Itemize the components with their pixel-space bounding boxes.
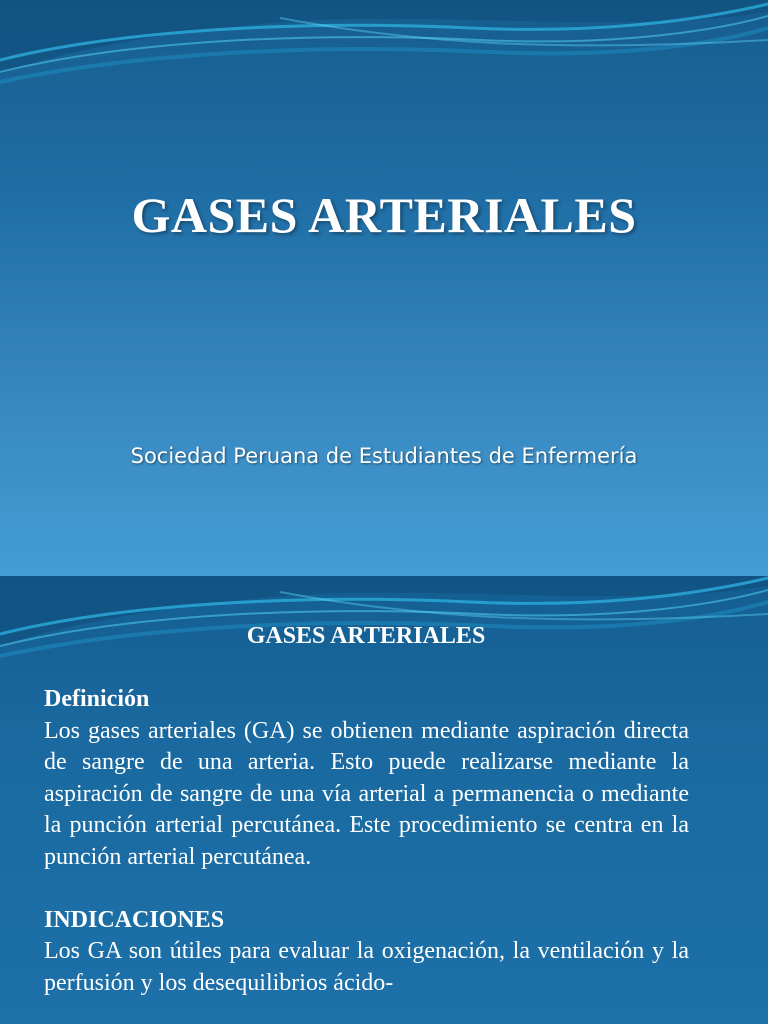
content-slide [0,576,768,1024]
slide-title: GASES ARTERIALES [131,187,637,243]
indications-heading: INDICACIONES [44,906,225,933]
slide-body [44,684,689,999]
wave-decoration [0,0,768,100]
spacer [44,873,689,905]
definition-paragraph: Los gases arteriales (GA) se obtienen mediante aspiración directa de sangre de una arteria. Esto puede realizarse mediante la aspiración de sangre de una vía arterial a permanencia o mediante la punción arterial percutánea. Este procedimiento se centra en la punción arterial percutánea. [44,717,689,870]
slide-subtitle: Sociedad Peruana de Estudiantes de Enfermería [130,444,638,468]
definition-heading: Definición [44,686,150,712]
indications-paragraph: Los GA son útiles para evaluar la oxigenación, la ventilación y la perfusión y los desequilibrios ácido- [44,938,689,996]
slide-title: GASES ARTERIALES [246,623,486,649]
